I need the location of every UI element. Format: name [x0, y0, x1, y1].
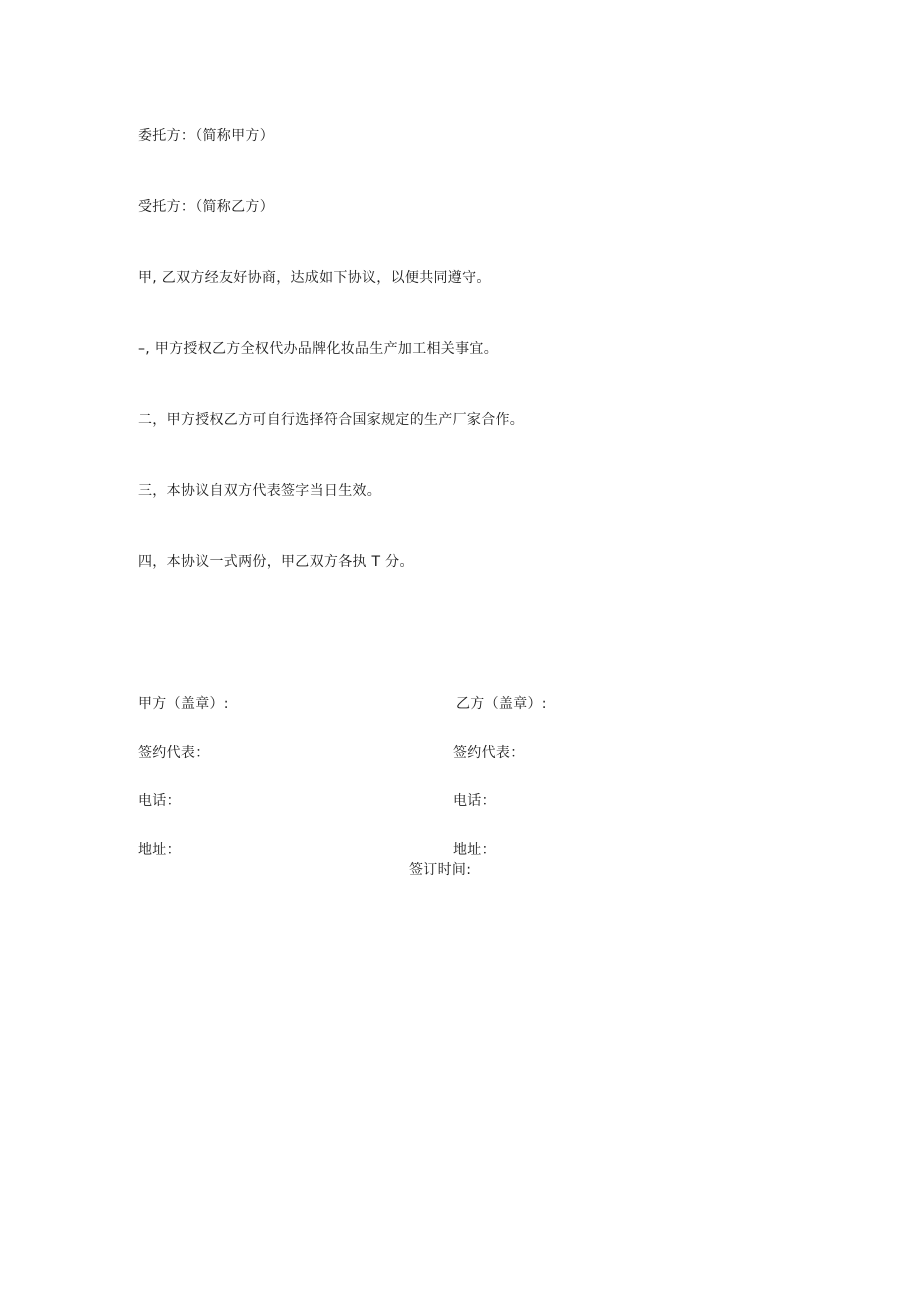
- party-b-address-label: 地址：: [453, 842, 496, 858]
- party-b-seal-label: 乙方（盖章）:: [456, 696, 547, 712]
- clause-1: –, 甲方授权乙方全权代办品牌化妆品生产加工相关事宜。: [138, 341, 498, 357]
- clause-2: 二，甲方授权乙方可自行选择符合国家规定的生产厂家合作。: [138, 412, 525, 428]
- clause-4: 四，本协议一式两份，甲乙双方各执 T 分。: [138, 554, 414, 570]
- party-a-representative-label: 签约代表：: [138, 745, 210, 761]
- trustee-line: 受托方：（简称乙方）: [138, 199, 274, 215]
- intro-paragraph: 甲, 乙双方经友好协商，达成如下协议，以便共同遵守。: [138, 270, 491, 286]
- party-a-address-label: 地址：: [138, 842, 181, 858]
- party-b-phone-label: 电话：: [453, 793, 496, 809]
- signing-date-label: 签订时间:: [409, 862, 472, 878]
- client-line: 委托方：（简称甲方）: [138, 128, 274, 144]
- clause-3: 三，本协议自双方代表签字当日生效。: [138, 483, 382, 499]
- party-a-phone-label: 电话：: [138, 793, 181, 809]
- party-a-seal-label: 甲方（盖章）:: [138, 696, 229, 712]
- party-b-representative-label: 签约代表：: [453, 745, 525, 761]
